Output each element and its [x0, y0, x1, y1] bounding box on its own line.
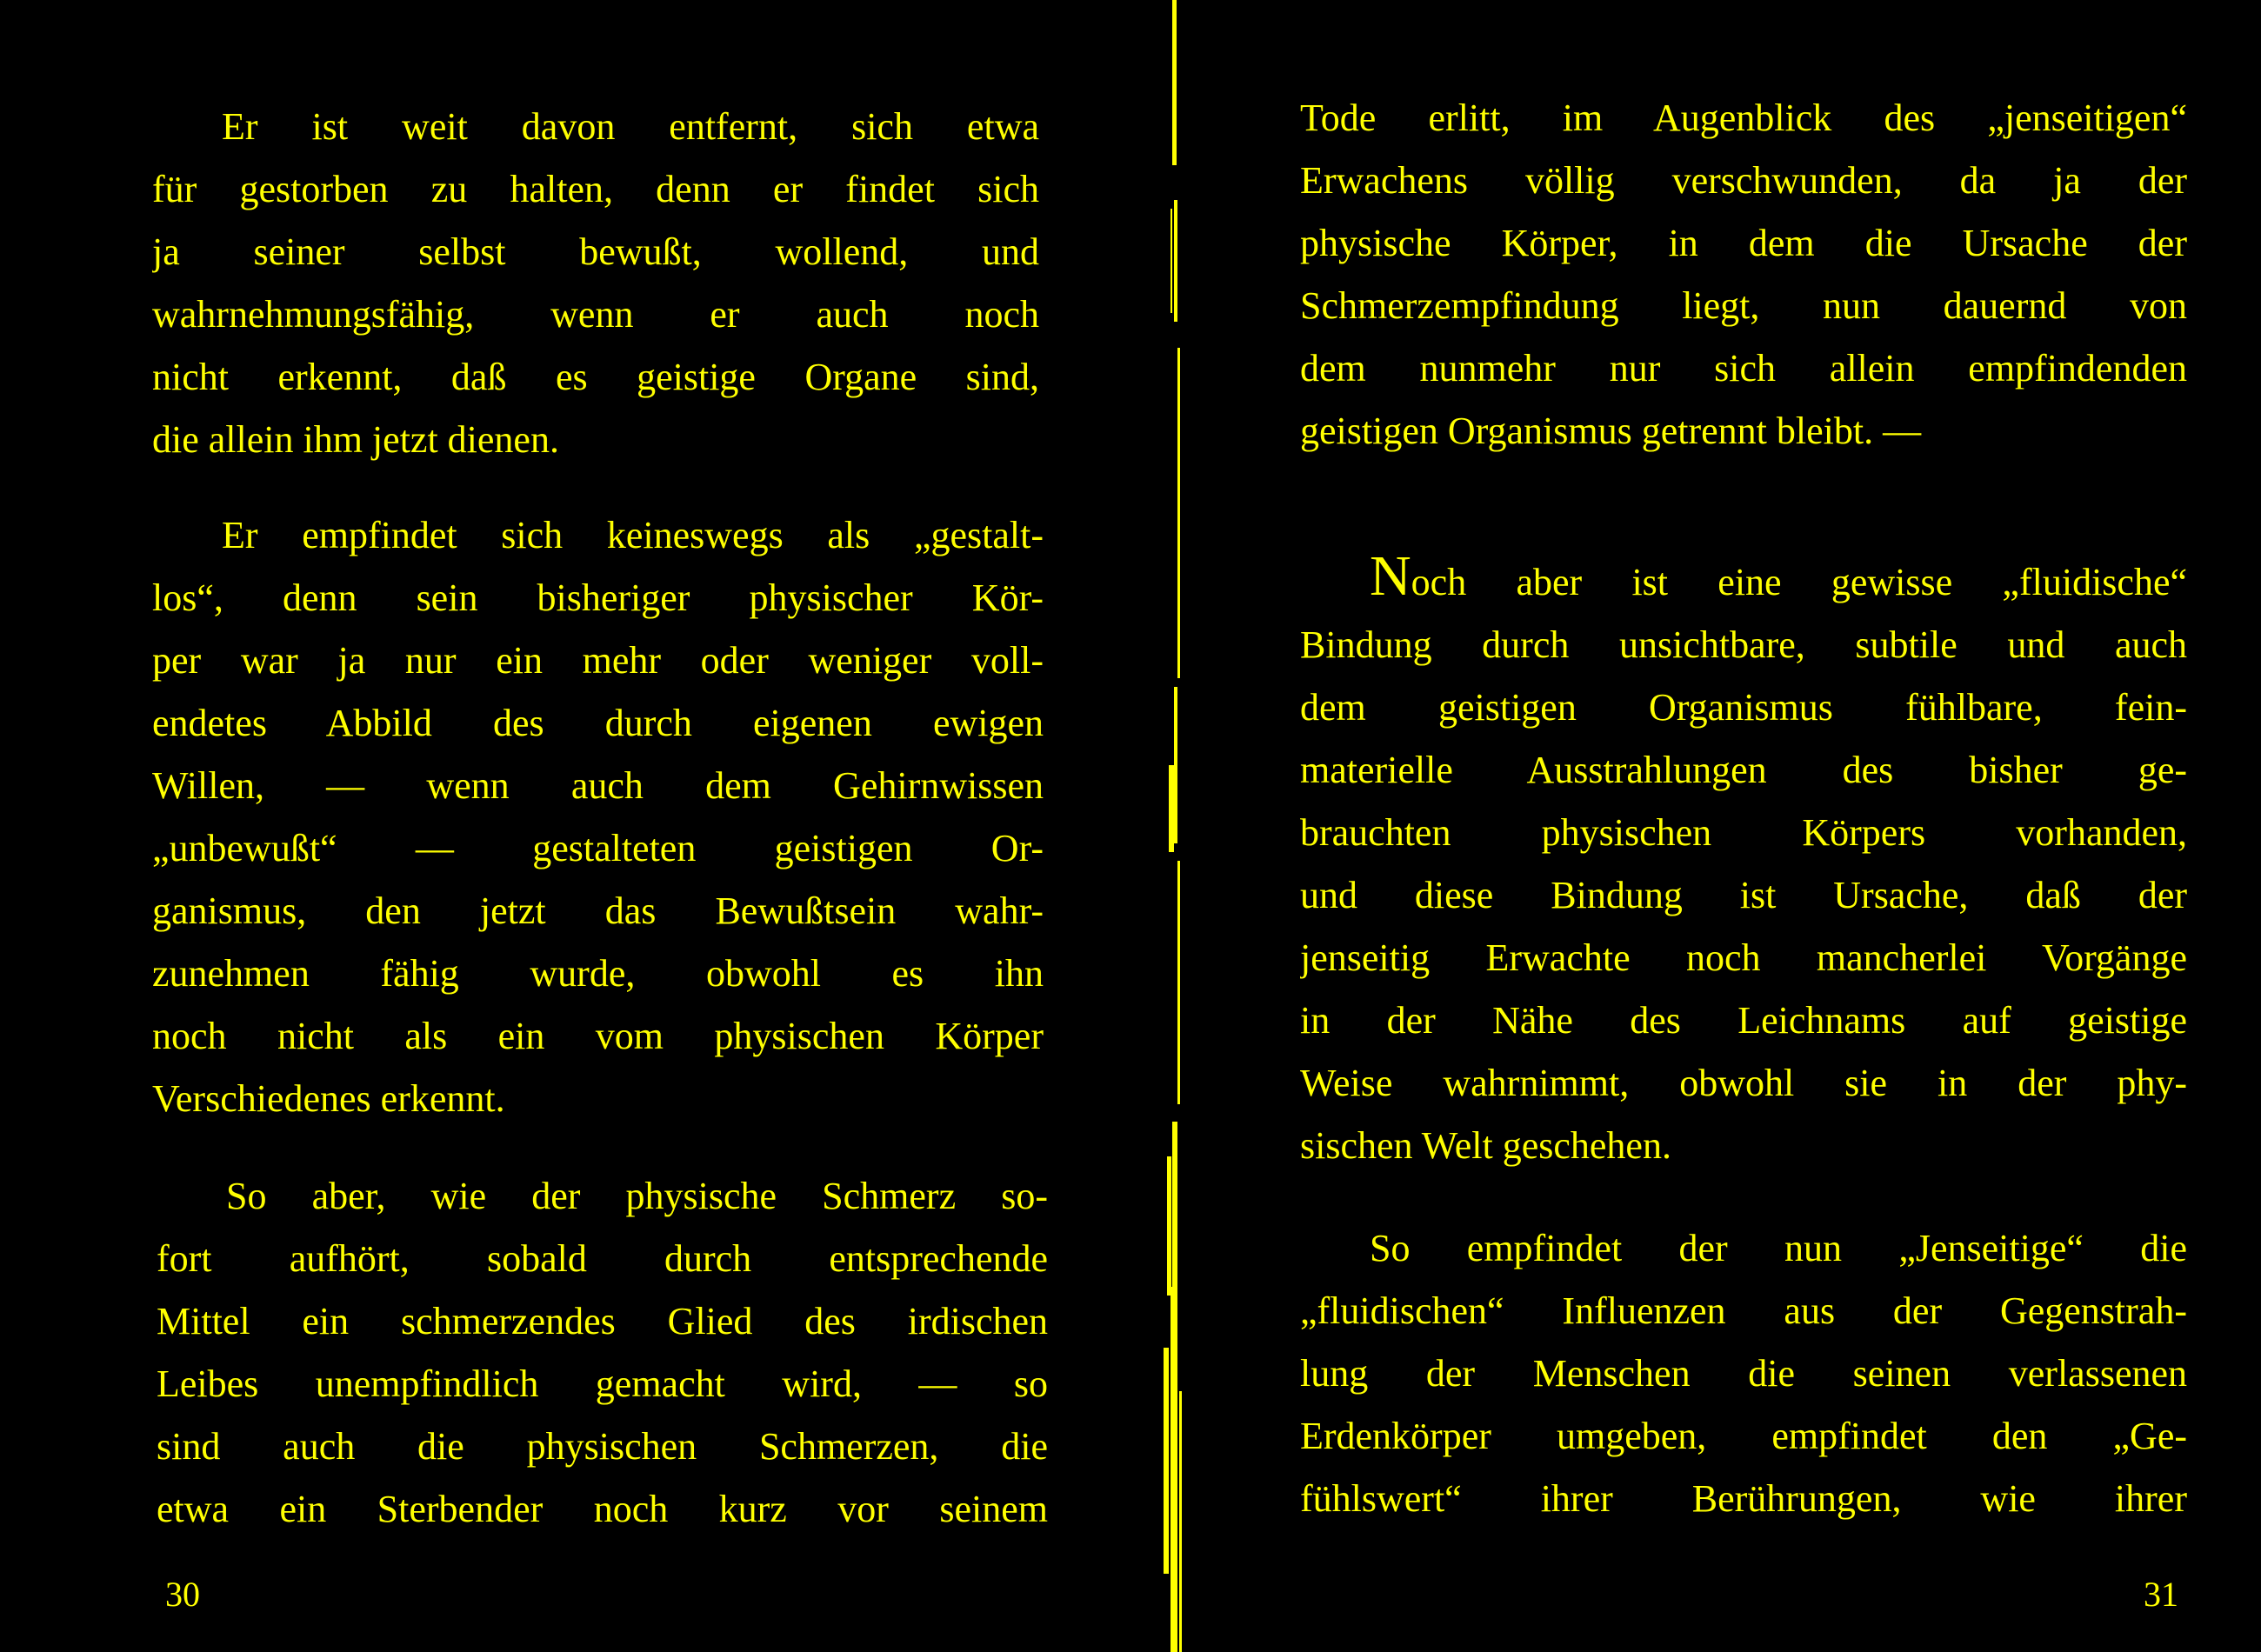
- text-line: Verschiedenes erkennt.: [152, 1077, 505, 1120]
- text-line: los“, denn sein bisheriger physischer Kör-: [152, 576, 1044, 619]
- text-line: die allein ihm jetzt dienen.: [152, 418, 559, 461]
- text-line: brauchten physischen Körpers vorhanden,: [1300, 811, 2187, 854]
- text-line: physische Körper, in dem die Ursache der: [1300, 222, 2187, 264]
- text-line: „fluidischen“ Influenzen aus der Gegenstrah-: [1300, 1289, 2187, 1332]
- spine-streak: [1169, 765, 1174, 852]
- text-line: Tode erlitt, im Augenblick des „jenseitigen“: [1300, 97, 2187, 139]
- right-page: [1191, 0, 2261, 1652]
- text-line-rest: och aber ist eine gewisse „fluidische“: [1411, 561, 2187, 603]
- text-line: in der Nähe des Leichnams auf geistige: [1300, 999, 2187, 1042]
- spine-streak: [1171, 209, 1172, 313]
- text-line: Mittel ein schmerzendes Glied des irdischen: [157, 1300, 1048, 1342]
- text-line: geistigen Organismus getrennt bleibt. —: [1300, 410, 1922, 452]
- text-line: etwa ein Sterbender noch kurz vor seinem: [157, 1488, 1048, 1530]
- text-line: ganismus, den jetzt das Bewußtsein wahr-: [152, 889, 1044, 932]
- text-line: zunehmen fähig wurde, obwohl es ihn: [152, 952, 1044, 995]
- paragraph: [1300, 1217, 2187, 1530]
- drop-cap: N: [1370, 548, 1411, 608]
- text-line: noch nicht als ein vom physischen Körper: [152, 1015, 1044, 1057]
- text-line: fort aufhört, sobald durch entsprechende: [157, 1237, 1048, 1280]
- text-line: Bindung durch unsichtbare, subtile und auch: [1300, 623, 2187, 666]
- text-line: fühlswert“ ihrer Berührungen, wie ihrer: [1300, 1477, 2187, 1520]
- text-line: endetes Abbild des durch eigenen ewigen: [152, 702, 1044, 744]
- spine-streak: [1174, 200, 1177, 322]
- text-line: Leibes unempfindlich gemacht wird, — so: [157, 1362, 1048, 1405]
- text-line: und diese Bindung ist Ursache, daß der: [1300, 874, 2187, 916]
- text-line: So empfindet der nun „Jenseitige“ die: [1370, 1227, 2187, 1269]
- text-line: sind auch die physischen Schmerzen, die: [157, 1425, 1048, 1468]
- text-line: sischen Welt geschehen.: [1300, 1124, 1671, 1167]
- text-line: wahrnehmungsfähig, wenn er auch noch: [152, 293, 1039, 336]
- spine-streak: [1177, 861, 1180, 1104]
- text-line: [1300, 548, 2187, 614]
- paragraph: [152, 96, 1039, 471]
- text-line: Willen, — wenn auch dem Gehirnwissen: [152, 764, 1044, 807]
- text-line: Er ist weit davon entfernt, sich etwa: [222, 105, 1039, 148]
- text-line: ja seiner selbst bewußt, wollend, und: [152, 230, 1039, 273]
- paragraph: [152, 504, 1044, 1130]
- text-line: Erwachens völlig verschwunden, da ja der: [1300, 159, 2187, 202]
- page-number: 30: [165, 1575, 200, 1614]
- text-line: jenseitig Erwachte noch mancherlei Vorgänge: [1300, 936, 2187, 979]
- text-line: So aber, wie der physische Schmerz so-: [226, 1175, 1048, 1217]
- spine-streak: [1174, 687, 1177, 843]
- text-line: Schmerzempfindung liegt, nun dauernd von: [1300, 284, 2187, 327]
- text-line: Er empfindet sich keineswegs als „gestalt-: [222, 514, 1044, 556]
- spine-streak: [1177, 348, 1180, 678]
- page-number: 31: [2144, 1575, 2178, 1614]
- text-line: Erdenkörper umgeben, empfindet den „Ge-: [1300, 1415, 2187, 1457]
- paragraph: [157, 1165, 1048, 1541]
- text-line: lung der Menschen die seinen verlassenen: [1300, 1352, 2187, 1395]
- spine-streak: [1172, 1122, 1177, 1296]
- spine-streak: [1172, 0, 1177, 165]
- text-line: nicht erkennt, daß es geistige Organe sind,: [152, 356, 1039, 398]
- text-line: „unbewußt“ — gestalteten geistigen Or-: [152, 827, 1044, 869]
- paragraph: [1300, 87, 2187, 463]
- text-line: dem geistigen Organismus fühlbare, fein-: [1300, 686, 2187, 729]
- text-line: dem nunmehr nur sich allein empfindenden: [1300, 347, 2187, 390]
- text-line: materielle Ausstrahlungen des bisher ge-: [1300, 749, 2187, 791]
- text-line: Weise wahrnimmt, obwohl sie in der phy-: [1300, 1062, 2187, 1104]
- text-line: per war ja nur ein mehr oder weniger voll-: [152, 639, 1044, 682]
- spine-streak: [1167, 1156, 1171, 1296]
- spine-streak: [1164, 1348, 1169, 1574]
- paragraph: [1300, 548, 2187, 1177]
- text-line: für gestorben zu halten, denn er findet sich: [152, 168, 1039, 210]
- spine-streak: [1179, 1391, 1182, 1652]
- spine-streak: [1171, 1287, 1177, 1652]
